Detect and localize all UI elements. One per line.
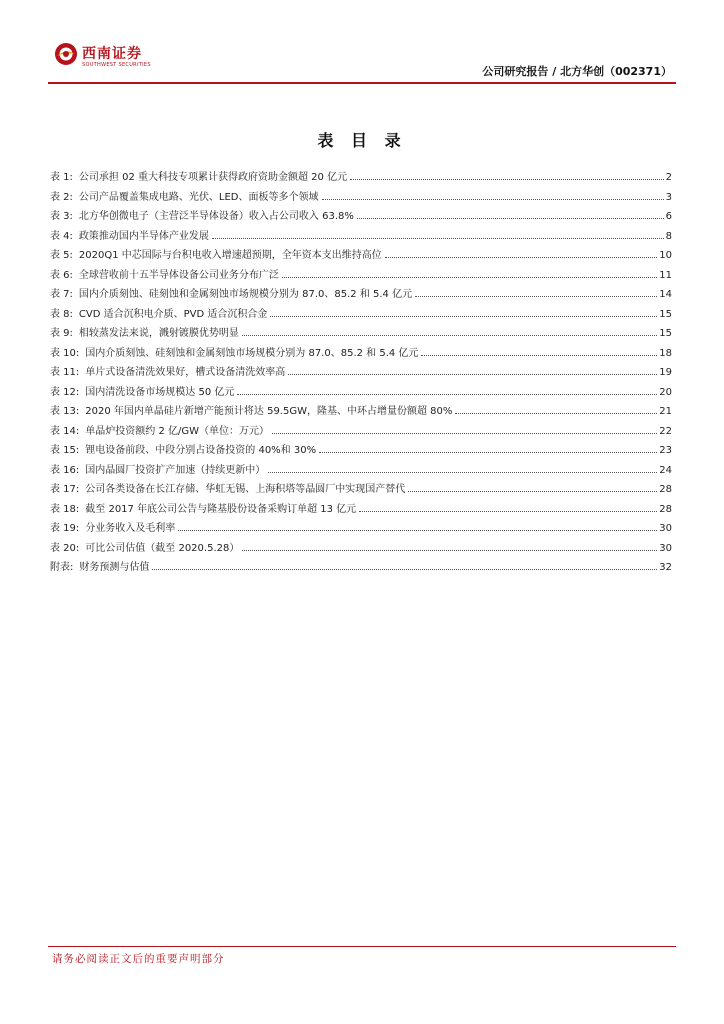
toc-entry-text: 相较蒸发法来说，溅射镀膜优势明显 [78, 328, 239, 339]
toc-entry-text: 2020 年国内单晶硅片新增产能预计将达 59.5GW，隆基、中环占增量份额超 80% [85, 406, 453, 417]
toc-entry[interactable] [50, 227, 672, 247]
toc-entry[interactable] [50, 441, 672, 461]
toc-entry-label: 表 15: [50, 445, 80, 456]
toc-entry-page-number: 21 [659, 406, 672, 417]
toc-entry-text: 公司产品覆盖集成电路、光伏、LED、面板等多个领域 [78, 191, 319, 203]
toc-entry[interactable] [50, 461, 672, 481]
footer-disclaimer: 请务必阅读正文后的重要声明部分 [52, 953, 225, 965]
logo-chinese-name: 西南证券 [82, 46, 142, 62]
toc-entry-label: 表 20: [50, 542, 80, 554]
toc-entry-page-number: 8 [665, 230, 672, 242]
toc-entry-text: 公司承担 02 重大科技专项累计获得政府资助金额超 20 亿元 [78, 172, 348, 183]
toc-entry-page-number: 11 [659, 269, 672, 281]
toc-entry-label: 表 2: [50, 191, 73, 203]
toc-entry[interactable] [50, 402, 672, 422]
toc-entry-text: CVD 适合沉积电介质、PVD 适合沉积合金 [78, 308, 268, 320]
toc-entry-label: 表 14: [50, 425, 80, 437]
toc-dot-leader [270, 316, 657, 317]
toc-entry-label: 表 19: [50, 523, 80, 534]
toc-entry-text: 政策推动国内半导体产业发展 [78, 230, 209, 242]
toc-entry-label: 附表: [50, 562, 74, 573]
toc-dot-leader [455, 413, 657, 414]
toc-entry-label: 表 12: [50, 386, 80, 398]
toc-entry-page-number: 2 [665, 172, 672, 183]
toc-entry-label: 表 3: [50, 211, 73, 222]
toc-dot-leader [242, 550, 657, 551]
toc-entry[interactable] [50, 344, 672, 364]
logo-english-name: SOUTHWEST SECURITIES [82, 62, 151, 68]
toc-dot-leader [282, 277, 657, 278]
toc-entry-label: 表 17: [50, 484, 80, 495]
toc-entry-text: 国内晶圆厂投资扩产加速（持续更新中） [85, 464, 266, 476]
toc-entry[interactable] [50, 207, 672, 227]
toc-entry-label: 表 6: [50, 269, 73, 281]
toc-dot-leader [357, 218, 664, 219]
toc-entry-text: 国内介质刻蚀、硅刻蚀和金属刻蚀市场规模分别为 87.0、85.2 和 5.4 亿元 [85, 347, 419, 359]
toc-entry-page-number: 10 [659, 250, 672, 261]
toc-entry-text: 锂电设备前段、中段分别占设备投资的 40%和 30% [85, 445, 317, 456]
toc-dot-leader [152, 569, 657, 570]
toc-entry-text: 国内介质刻蚀、硅刻蚀和金属刻蚀市场规模分别为 87.0、85.2 和 5.4 亿元 [78, 289, 413, 300]
toc-entry[interactable] [50, 324, 672, 344]
toc-entry[interactable] [50, 383, 672, 403]
table-of-contents [50, 168, 672, 578]
toc-dot-leader [242, 335, 657, 336]
toc-entry[interactable] [50, 422, 672, 442]
toc-dot-leader [288, 374, 657, 375]
toc-dot-leader [319, 452, 657, 453]
toc-entry-text: 全球营收前十五半导体设备公司业务分布广泛 [78, 269, 279, 281]
toc-entry-page-number: 23 [659, 445, 672, 456]
toc-entry-text: 单片式设备清洗效果好，槽式设备清洗效率高 [85, 367, 286, 378]
toc-dot-leader [237, 394, 657, 395]
toc-entry-page-number: 24 [659, 464, 672, 476]
company-logo [54, 40, 154, 76]
toc-entry-label: 表 9: [50, 328, 73, 339]
toc-entry[interactable] [50, 558, 672, 578]
footer-divider [48, 946, 676, 947]
toc-entry-text: 截至 2017 年底公司公告与隆基股份设备采购订单超 13 亿元 [85, 503, 357, 515]
toc-entry-page-number: 20 [659, 386, 672, 398]
toc-entry-page-number: 30 [659, 542, 672, 554]
toc-entry[interactable] [50, 539, 672, 559]
toc-entry[interactable] [50, 188, 672, 208]
toc-entry-label: 表 7: [50, 289, 73, 300]
toc-entry-page-number: 28 [659, 503, 672, 515]
toc-entry-page-number: 6 [665, 211, 672, 222]
toc-entry-text: 可比公司估值（截至 2020.5.28） [85, 542, 240, 554]
toc-entry-label: 表 1: [50, 172, 73, 183]
toc-entry[interactable] [50, 168, 672, 188]
toc-entry-text: 2020Q1 中芯国际与台积电收入增速超预期，全年资本支出维持高位 [78, 250, 382, 261]
toc-dot-leader [268, 472, 657, 473]
table-of-contents-title: 表 目 录 [317, 131, 407, 150]
toc-dot-leader [350, 179, 664, 180]
toc-entry-label: 表 4: [50, 230, 73, 242]
toc-entry-text: 财务预测与估值 [79, 562, 150, 573]
toc-dot-leader [408, 491, 657, 492]
toc-entry-page-number: 15 [659, 328, 672, 339]
toc-entry-text: 单晶炉投资额约 2 亿/GW（单位：万元） [85, 425, 270, 437]
toc-dot-leader [212, 238, 664, 239]
toc-entry-label: 表 13: [50, 406, 80, 417]
toc-entry-page-number: 3 [665, 191, 672, 203]
toc-dot-leader [421, 355, 657, 356]
toc-dot-leader [322, 199, 664, 200]
toc-entry-text: 国内清洗设备市场规模达 50 亿元 [85, 386, 235, 398]
toc-entry-page-number: 30 [659, 523, 672, 534]
toc-entry-label: 表 16: [50, 464, 80, 476]
toc-entry[interactable] [50, 266, 672, 286]
toc-dot-leader [385, 257, 657, 258]
toc-entry-text: 北方华创微电子（主营泛半导体设备）收入占公司收入 63.8% [78, 211, 354, 222]
toc-entry-text: 分业务收入及毛利率 [85, 523, 176, 534]
toc-dot-leader [178, 530, 657, 531]
toc-entry[interactable] [50, 305, 672, 325]
toc-entry-label: 表 10: [50, 347, 80, 359]
toc-entry[interactable] [50, 519, 672, 539]
toc-entry-page-number: 22 [659, 425, 672, 437]
toc-entry-page-number: 28 [659, 484, 672, 495]
page-header [48, 38, 676, 82]
header-divider [48, 82, 676, 84]
toc-entry-page-number: 14 [659, 289, 672, 300]
toc-entry[interactable] [50, 363, 672, 383]
report-header-title: 公司研究报告 / 北方华创（002371） [482, 65, 672, 78]
logo-emblem-icon [54, 42, 78, 66]
toc-entry[interactable] [50, 285, 672, 305]
toc-entry-label: 表 8: [50, 308, 73, 320]
toc-dot-leader [415, 296, 657, 297]
toc-entry-label: 表 5: [50, 250, 73, 261]
toc-entry-page-number: 15 [659, 308, 672, 320]
toc-dot-leader [359, 511, 657, 512]
toc-entry-page-number: 18 [659, 347, 672, 359]
toc-entry[interactable] [50, 246, 672, 266]
toc-entry-label: 表 11: [50, 367, 80, 378]
toc-dot-leader [272, 433, 657, 434]
toc-entry-label: 表 18: [50, 503, 80, 515]
toc-entry-text: 公司各类设备在长江存储、华虹无锡、上海积塔等晶圆厂中实现国产替代 [85, 484, 406, 495]
toc-entry-page-number: 19 [659, 367, 672, 378]
toc-entry[interactable] [50, 500, 672, 520]
toc-entry-page-number: 32 [659, 562, 672, 573]
toc-entry[interactable] [50, 480, 672, 500]
